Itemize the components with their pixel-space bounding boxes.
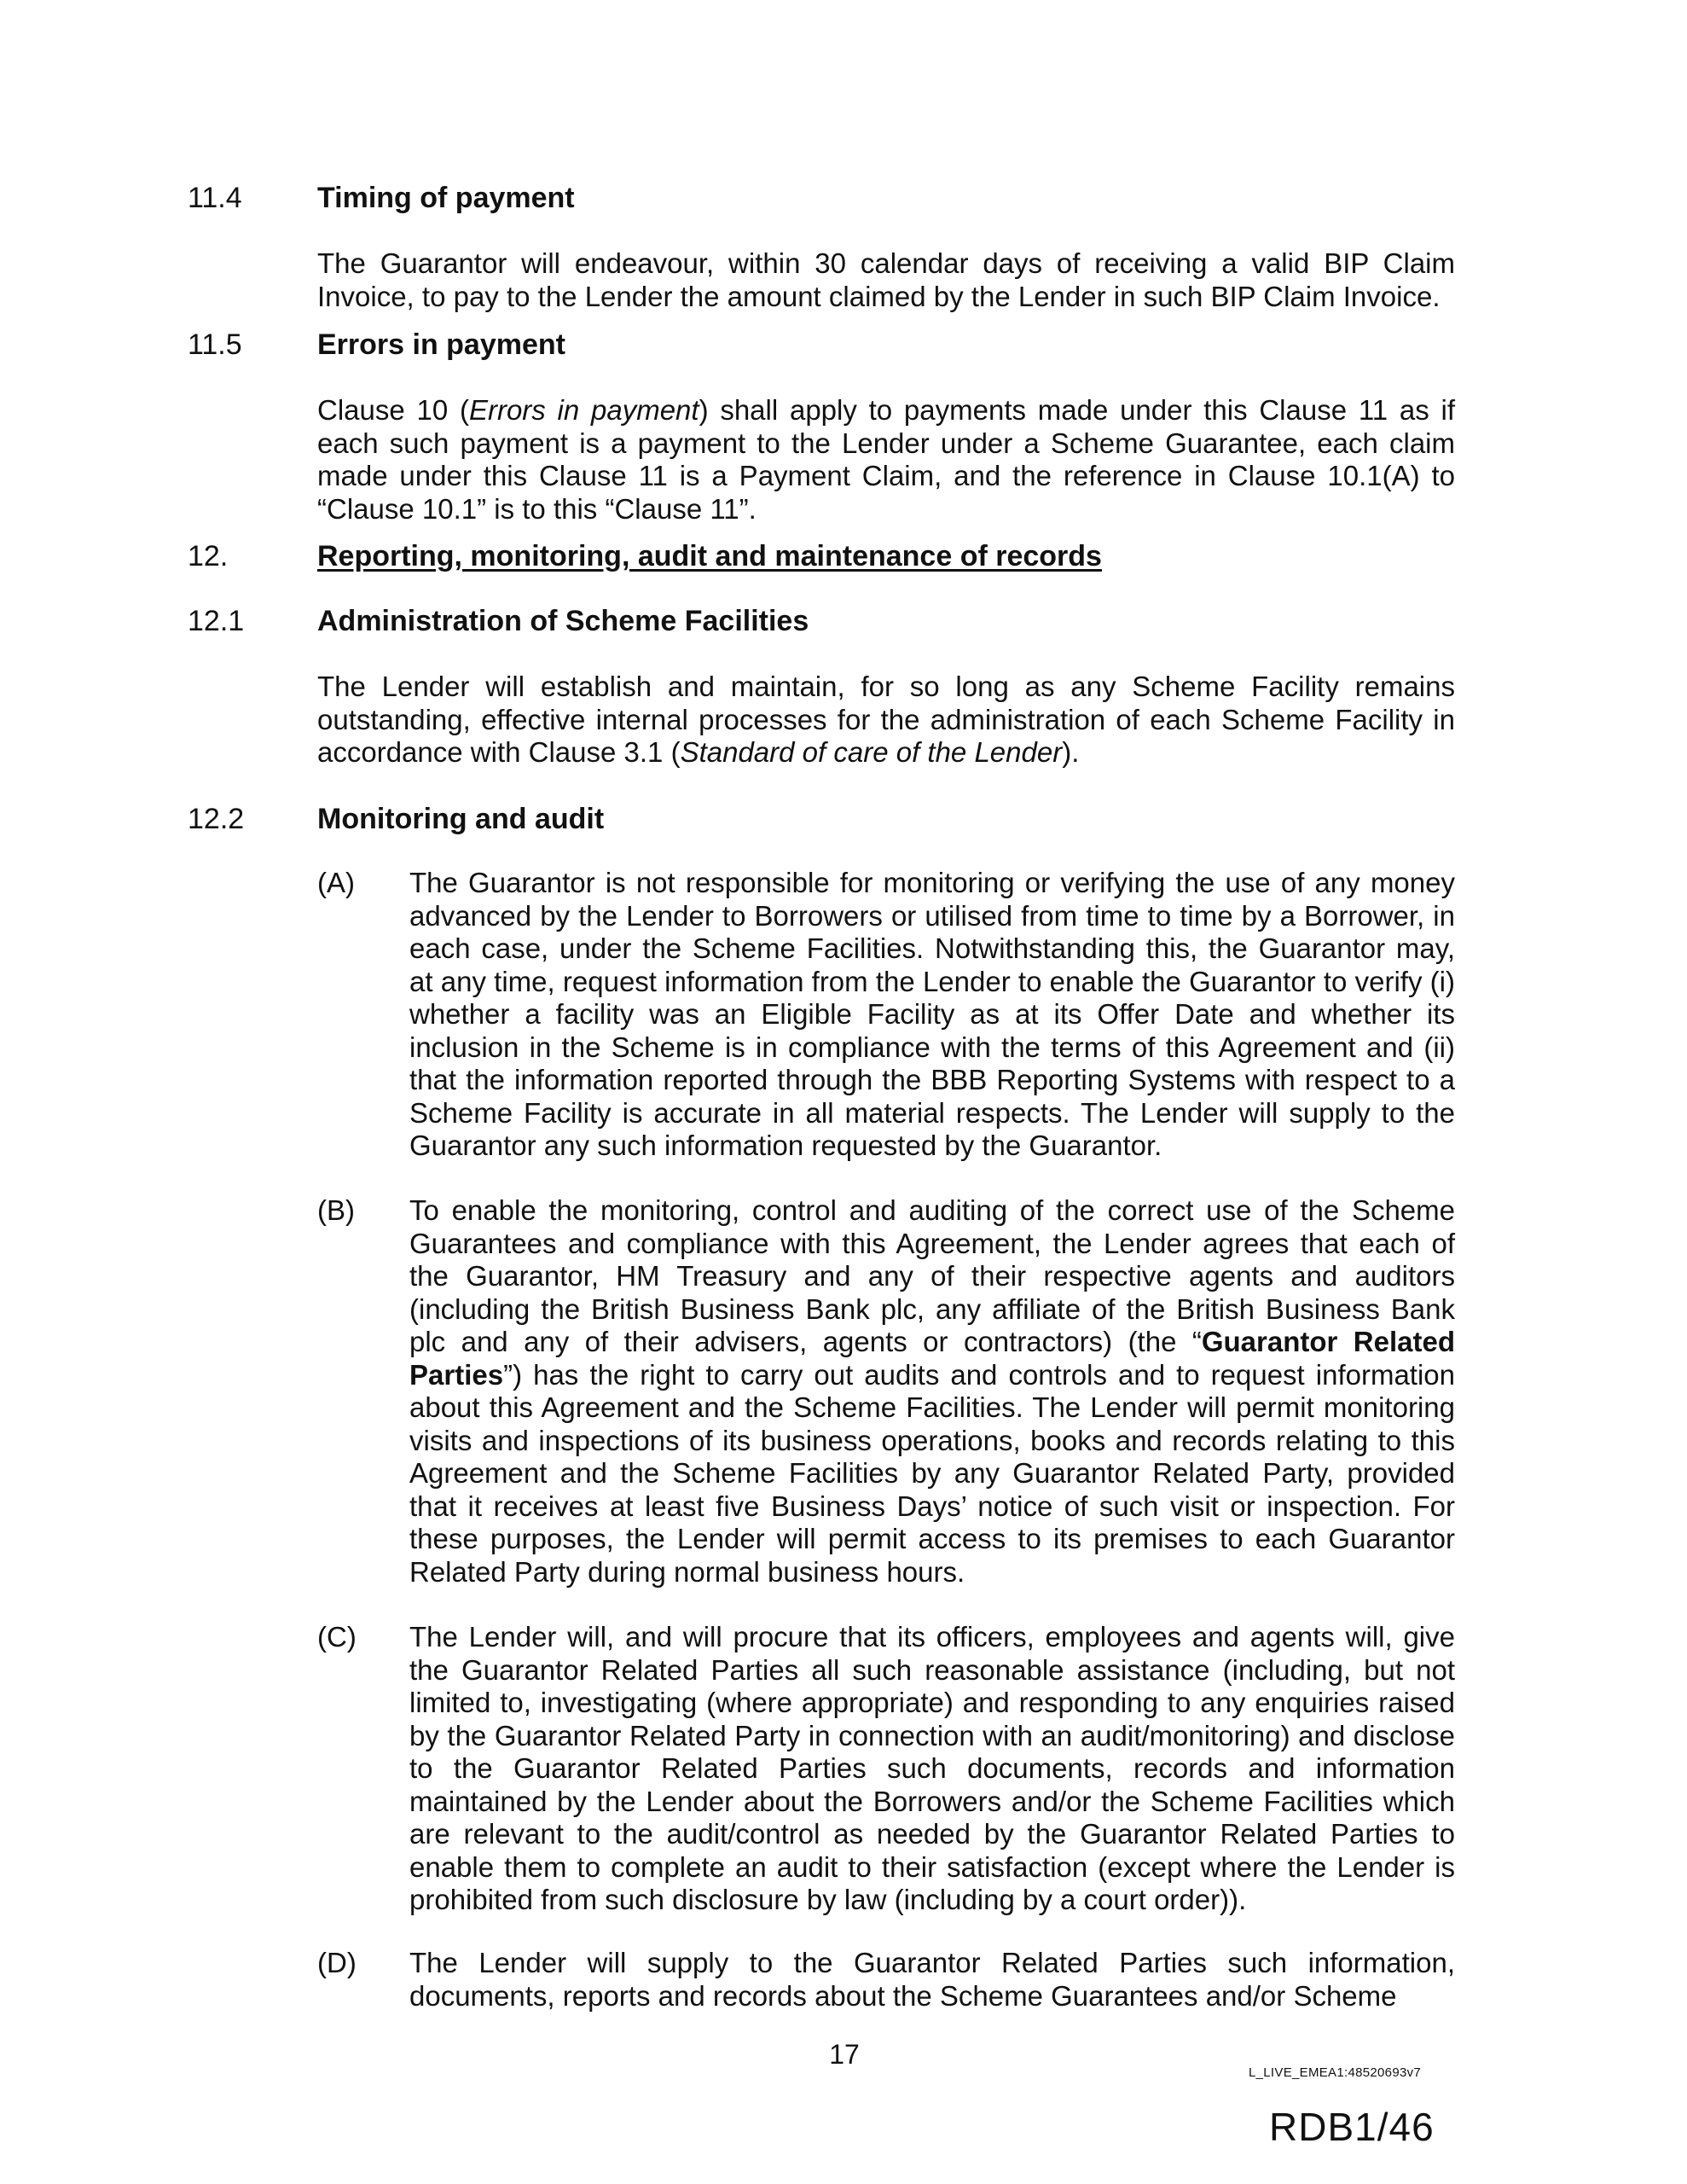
section-number-12-1: 12.1 xyxy=(188,605,245,637)
subclause-text-c: The Lender will, and will procure that its officers, employees and agents will, give the Guarantor Related Parties all such reasonable assistance (including, but not limited to, investigating (where appropriate) and responding to any enquiries raised by the Guarantor Related Party in connection with an audit/monitoring) and disclose to the Guarantor Related Parties such documents, records and information maintained by the Lender about the Borrowers and/or the Scheme Facilities which are relevant to the audit/control as needed by the Guarantor Related Parties to enable them to complete an audit to their satisfaction (except where the Lender is prohibited from such disclosure by law (including by a court order)). xyxy=(409,1621,1455,1915)
section-heading-monitoring-and-audit: Monitoring and audit xyxy=(317,803,605,835)
section-body-11-5: Clause 10 (Errors in payment) shall apply to payments made under this Clause 11 as if each such payment is a payment to the Lender under a Scheme Guarantee, each claim made under this Clause 11 is a Payment Claim, and the reference in Clause 10.1(A) to “Clause 10.1” is to this “Clause 11”. xyxy=(317,394,1455,525)
subclause-text-a: The Guarantor is not responsible for monitoring or verifying the use of any money advanced by the Lender to Borrowers or utilised from time to time by a Borrower, in each case, under the Scheme Facilities. Notwithstanding this, the Guarantor may, at any time, request information from the Lender to enable the Guarantor to verify (i) whether a facility was an Eligible Facility as at its Offer Date and whether its inclusion in the Scheme is in compliance with the terms of this Agreement and (ii) that the information reported through the BBB Reporting Systems with respect to a Scheme Facility is accurate in all material respects. The Lender will supply to the Guarantor any such information requested by the Guarantor. xyxy=(409,867,1455,1161)
section-heading-errors-in-payment: Errors in payment xyxy=(317,328,565,361)
section-heading-reporting: Reporting, monitoring, audit and maintenance of records xyxy=(317,540,1102,572)
subclause-label-b: (B) xyxy=(317,1194,355,1226)
section-heading-timing-of-payment: Timing of payment xyxy=(317,182,575,214)
page-number: 17 xyxy=(829,2039,860,2070)
section-number-12-2: 12.2 xyxy=(188,803,245,835)
subclause-text-d: The Lender will supply to the Guarantor Related Parties such information, documents, reports and records about the Scheme Guarantees and/or Scheme xyxy=(409,1947,1455,2012)
bundle-stamp: RDB1/46 xyxy=(1269,2105,1435,2149)
subclause-label-d: (D) xyxy=(317,1947,357,1978)
document-reference: L_LIVE_EMEA1:48520693v7 xyxy=(1249,2065,1422,2080)
section-body-11-4: The Guarantor will endeavour, within 30 calendar days of receiving a valid BIP Claim Invoice, to pay to the Lender the amount claimed by the Lender in such BIP Claim Invoice. xyxy=(317,247,1455,312)
subclause-label-a: (A) xyxy=(317,867,355,898)
subclause-text-b: To enable the monitoring, control and auditing of the correct use of the Scheme Guarantees and compliance with this Agreement, the Lender agrees that each of the Guarantor, HM Treasury and any of their respective agents and auditors (including the British Business Bank plc, any affiliate of the British Business Bank plc and any of their advisers, agents or contractors) (the “Guarantor Related Parties”) has the right to carry out audits and controls and to request information about this Agreement and the Scheme Facilities. The Lender will permit monitoring visits and inspections of its business operations, books and records relating to this Agreement and the Scheme Facilities by any Guarantor Related Party, provided that it receives at least five Business Days’ notice of such visit or inspection. For these purposes, the Lender will permit access to its premises to each Guarantor Related Party during normal business hours. xyxy=(409,1194,1455,1588)
section-number-12: 12. xyxy=(188,540,229,572)
section-number-11-4: 11.4 xyxy=(188,182,242,214)
section-heading-administration: Administration of Scheme Facilities xyxy=(317,605,809,637)
section-body-12-1: The Lender will establish and maintain, for so long as any Scheme Facility remains outstanding, effective internal processes for the administration of each Scheme Facility in accordance with Clause 3.1 (Standard of care of the Lender). xyxy=(317,671,1455,768)
section-number-11-5: 11.5 xyxy=(188,328,242,361)
subclause-label-c: (C) xyxy=(317,1621,357,1653)
